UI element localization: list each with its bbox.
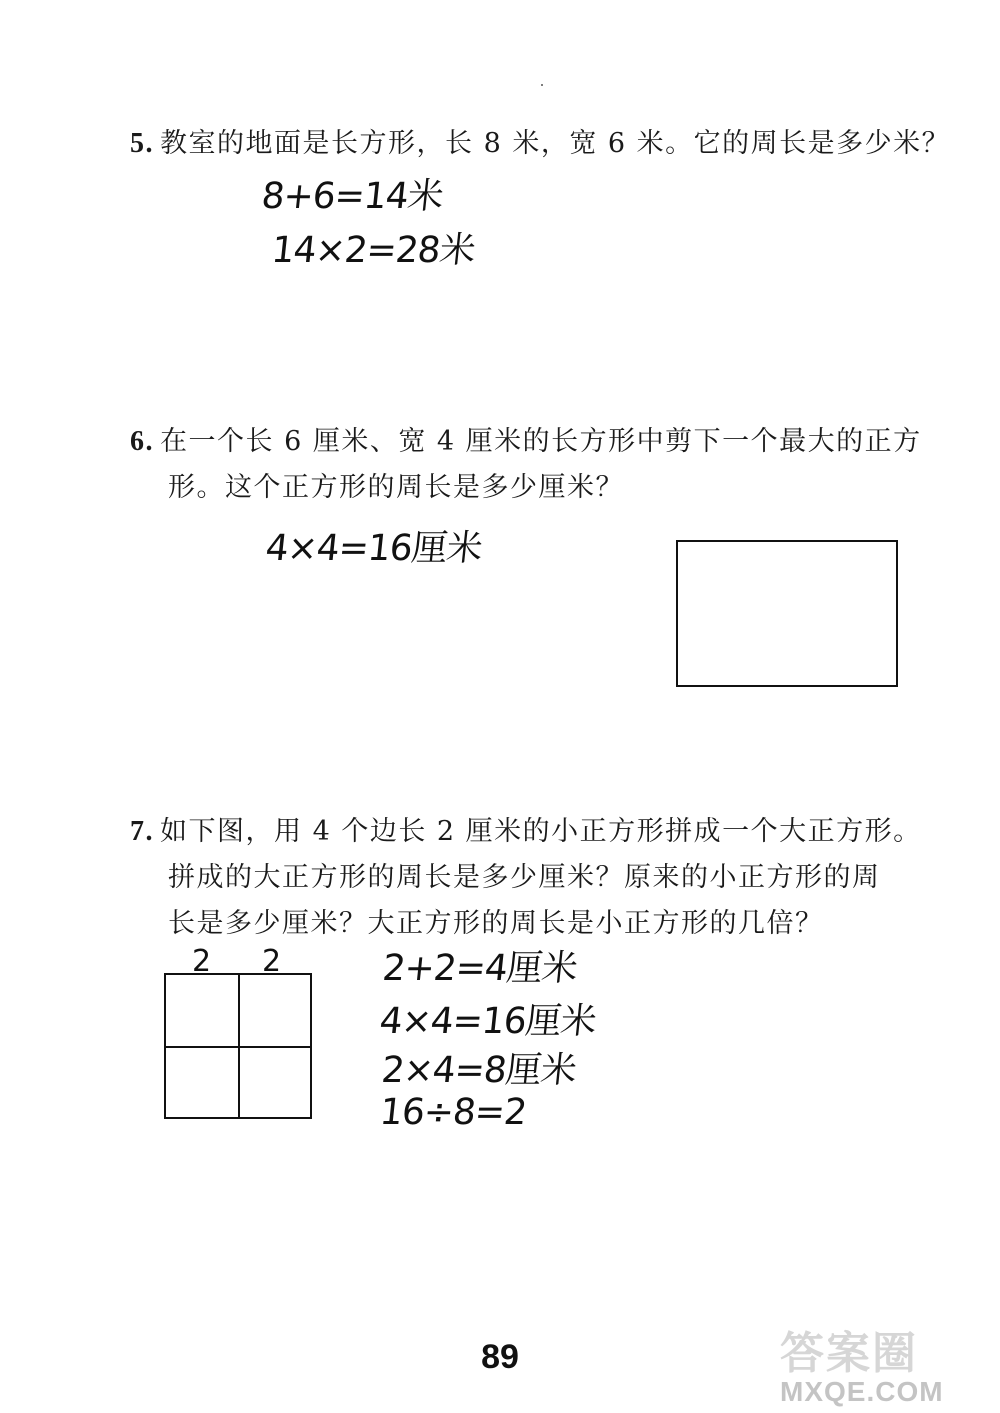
rectangle-figure (676, 540, 898, 687)
watermark-url: MXQE.COM (780, 1376, 944, 1407)
question-number: 5. (130, 128, 154, 159)
watermark-logo (780, 1330, 990, 1405)
question-number: 7. (130, 816, 154, 847)
question-6 (130, 422, 922, 508)
page-number: 89 (481, 1338, 519, 1376)
handwritten-answer-line: 4×4=16厘米 (377, 1001, 598, 1042)
question-text-line: 形。这个正方形的周长是多少厘米？ (168, 472, 624, 503)
grid-side-label: 2 (262, 944, 282, 979)
scan-dot (541, 84, 543, 86)
handwritten-answer-line: 4×4=16厘米 (263, 528, 484, 569)
grid-side-label: 2 (192, 944, 212, 979)
question-text-line: 如下图，用 4 个边长 2 厘米的小正方形拼成一个大正方形。 (160, 816, 922, 847)
handwritten-answer-line: 2×4=8厘米 (379, 1050, 578, 1091)
square-grid-figure (164, 973, 312, 1119)
question-text-line: 长是多少厘米？大正方形的周长是小正方形的几倍？ (168, 908, 824, 939)
handwritten-answer-line: 2+2=4厘米 (380, 948, 579, 989)
handwritten-answer-line: 14×2=28米 (269, 230, 477, 271)
question-5 (130, 124, 950, 164)
question-number: 6. (130, 426, 154, 457)
question-7 (130, 812, 922, 944)
handwritten-answer-line: 16÷8=2 (377, 1092, 529, 1133)
grid-divider-horizontal (166, 1046, 310, 1048)
question-text-line: 在一个长 6 厘米、宽 4 厘米的长方形中剪下一个最大的正方 (160, 426, 922, 457)
question-text-line: 拼成的大正方形的周长是多少厘米？原来的小正方形的周 (168, 862, 881, 893)
watermark-title: 答案圈 (780, 1329, 918, 1378)
question-text: 教室的地面是长方形，长 8 米，宽 6 米。它的周长是多少米？ (160, 128, 951, 159)
handwritten-answer-line: 8+6=14米 (259, 176, 445, 217)
